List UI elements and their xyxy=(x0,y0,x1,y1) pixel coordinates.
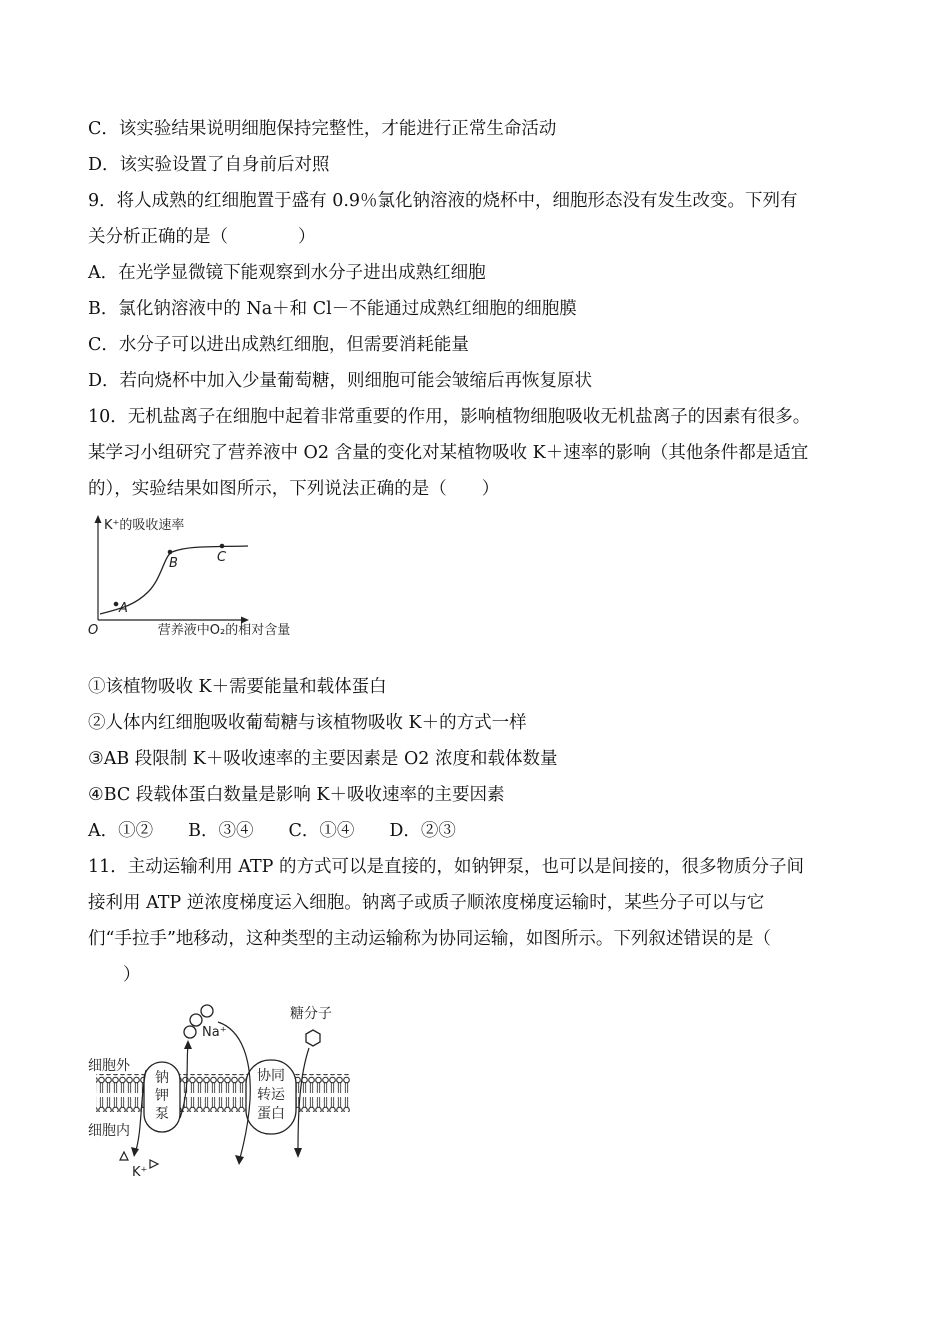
outside-label: 细胞外 xyxy=(88,1058,130,1074)
y-axis-arrow xyxy=(95,515,102,523)
option-8d: D．该实验设置了自身前后对照 xyxy=(88,155,330,175)
potassium-label: K⁺ xyxy=(132,1165,148,1180)
question-10-stem-cont: 某学习小组研究了营养液中 O2 含量的变化对某植物吸收 K＋速率的影响（其他条件都是适宜 xyxy=(88,443,809,463)
inside-label: 细胞内 xyxy=(88,1123,130,1139)
sodium-label: Na⁺ xyxy=(202,1025,227,1040)
statement-3: ③AB 段限制 K＋吸收速率的主要因素是 O2 浓度和载体数量 xyxy=(88,749,558,769)
option-9a: A．在光学显微镜下能观察到水分子进出成熟红细胞 xyxy=(88,263,486,283)
option-9b: B．氯化钠溶液中的 Na＋和 Cl－不能通过成熟红细胞的细胞膜 xyxy=(88,299,577,319)
question-11-stem-cont: 接利用 ATP 逆浓度梯度运入细胞。钠离子或质子顺浓度梯度运输时，某些分子可以与它 xyxy=(88,893,765,913)
sugar-entry-arrowhead xyxy=(294,1148,302,1158)
cotransporter-label-3: 蛋白 xyxy=(257,1106,285,1122)
cotransporter-label-1: 协同 xyxy=(257,1068,285,1084)
sodium-ion xyxy=(201,1005,213,1017)
option-9d: D．若向烧杯中加入少量葡萄糖，则细胞可能会皱缩后再恢复原状 xyxy=(88,371,593,391)
origin-label: O xyxy=(88,623,99,638)
point-a xyxy=(114,602,119,607)
point-c xyxy=(220,544,225,549)
x-axis-label: 营养液中O₂的相对含量 xyxy=(157,623,291,638)
pump-label-2: 钾 xyxy=(155,1088,169,1104)
sodium-ion xyxy=(190,1014,202,1026)
sodium-ion xyxy=(184,1026,196,1038)
question-9-stem: 9．将人成熟的红细胞置于盛有 0.9％氯化钠溶液的烧杯中，细胞形态没有发生改变。下列有 xyxy=(88,191,798,211)
y-axis-label: K⁺的吸收速率 xyxy=(104,518,185,533)
question-11-stem-end: ） xyxy=(88,965,141,985)
potassium-ion xyxy=(120,1152,128,1160)
pump-label-3: 泵 xyxy=(155,1106,169,1122)
sodium-exit-arrowhead xyxy=(184,1040,192,1049)
question-10-stem-end: 的），实验结果如图所示，下列说法正确的是（ ） xyxy=(88,479,500,499)
question-10-options: A．①② B．③④ C．①④ D．②③ xyxy=(88,821,456,841)
sugar-molecule xyxy=(306,1030,320,1046)
question-11-stem-cont2: 们“手拉手”地移动，这种类型的主动运输称为协同运输，如图所示。下列叙述错误的是（ xyxy=(88,929,771,949)
cotransport-diagram xyxy=(84,1000,354,1185)
label-b: B xyxy=(169,556,178,571)
label-c: C xyxy=(217,550,227,565)
potassium-entry-arrowhead xyxy=(131,1147,139,1157)
question-11-stem: 11．主动运输利用 ATP 的方式可以是直接的，如钠钾泵，也可以是间接的，很多物质分子间 xyxy=(88,857,805,877)
sodium-reentry-arrowhead xyxy=(235,1155,244,1165)
k-absorption-graph xyxy=(84,512,324,647)
question-9-stem-cont: 关分析正确的是（ ） xyxy=(88,227,316,247)
statement-1: ①该植物吸收 K＋需要能量和载体蛋白 xyxy=(88,677,387,697)
point-b xyxy=(168,550,173,555)
option-9c: C．水分子可以进出成熟红细胞，但需要消耗能量 xyxy=(88,335,469,355)
option-8c: C．该实验结果说明细胞保持完整性，才能进行正常生命活动 xyxy=(88,119,557,139)
pump-label-1: 钠 xyxy=(155,1070,169,1086)
membrane-bilayer xyxy=(96,1074,350,1112)
statement-4: ④BC 段载体蛋白数量是影响 K＋吸收速率的主要因素 xyxy=(88,785,505,805)
statement-2: ②人体内红细胞吸收葡萄糖与该植物吸收 K＋的方式一样 xyxy=(88,713,527,733)
potassium-ion xyxy=(150,1160,158,1168)
question-10-stem: 10．无机盐离子在细胞中起着非常重要的作用，影响植物细胞吸收无机盐离子的因素有很多。 xyxy=(88,407,811,427)
sugar-label: 糖分子 xyxy=(290,1006,332,1022)
label-a: A xyxy=(119,601,128,616)
cotransporter-label-2: 转运 xyxy=(257,1087,285,1103)
